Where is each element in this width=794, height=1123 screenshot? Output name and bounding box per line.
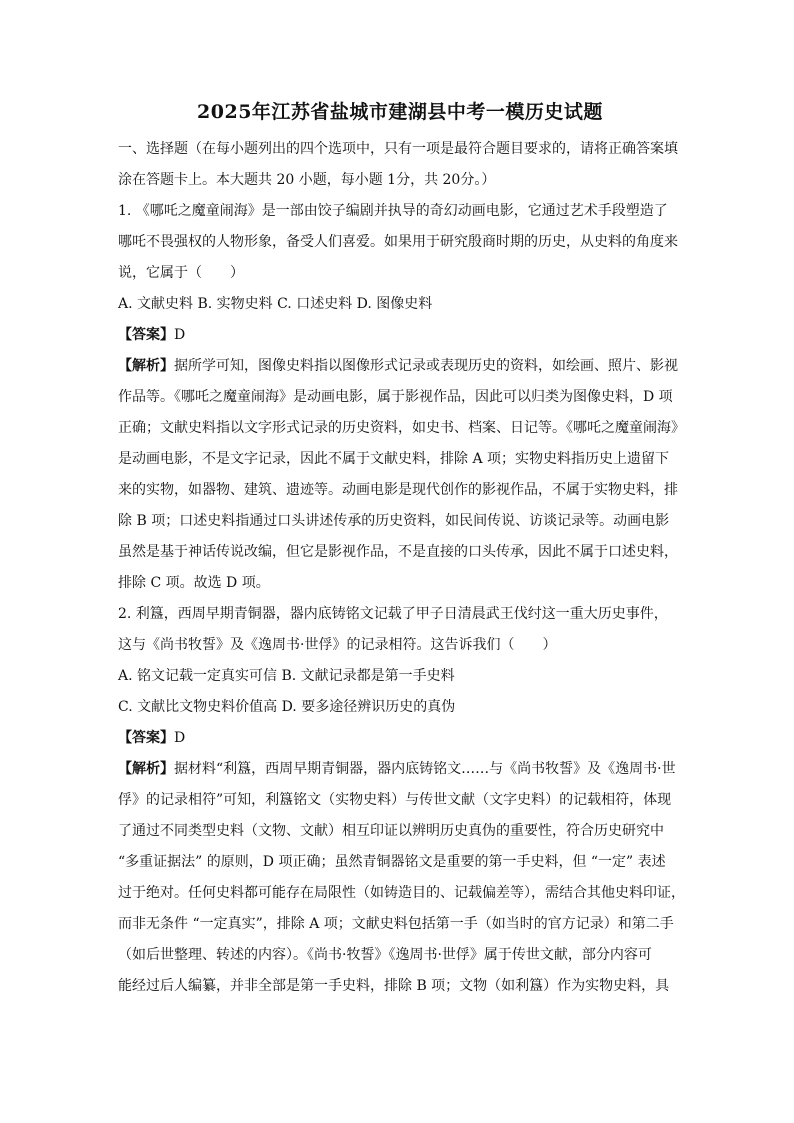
question-1-analysis-line-4: 是动画电影，不是文字记录，因此不属于文献史料，排除 A 项；实物史料指历史上遗留下 bbox=[118, 451, 670, 467]
question-1-answer: 【答案】D bbox=[118, 327, 186, 343]
question-2-analysis-line-7: （如后世整理、转述的内容）。《尚书·牧誓》《逸周书·世俘》属于传世文献，部分内容可 bbox=[118, 947, 652, 963]
section-marker: 【答案】 bbox=[118, 327, 174, 343]
question-2-analysis-line-2: 俘》的记录相符”可知，利簋铭文（实物史料）与传世文献（文字史料）的记载相符，体现 bbox=[118, 792, 672, 808]
section-marker: 【解析】 bbox=[118, 358, 174, 374]
question-1-stem-line-3: 说，它属于（ ） bbox=[118, 265, 244, 281]
question-1-analysis-line-1: 【解析】据所学可知，图像史料指以图像形式记录或表现历史的资料，如绘画、照片、影视 bbox=[118, 358, 678, 374]
question-2-options-row-1: A. 铭文记载一定真实可信 B. 文献记录都是第一手史料 bbox=[118, 668, 455, 684]
question-1-stem-line-2: 哪吒不畏强权的人物形象，备受人们喜爱。如果用于研究殷商时期的历史，从史料的角度来 bbox=[118, 234, 678, 250]
question-1-stem-line-1: 1. 《哪吒之魔童闹海》是一部由饺子编剧并执导的奇幻动画电影，它通过艺术手段塑造了 bbox=[118, 203, 668, 219]
question-2-analysis-line-8: 能经过后人编纂，并非全部是第一手史料，排除 B 项；文物（如利簋）作为实物史料，具 bbox=[118, 978, 670, 994]
question-1-analysis-line-8: 排除 C 项。故选 D 项。 bbox=[118, 575, 270, 591]
section-heading-line-2: 涂在答题卡上。本大题共 20 小题，每小题 1分，共 20分。） bbox=[118, 172, 496, 188]
section-marker: 【答案】 bbox=[118, 730, 174, 746]
question-2-analysis-line-4: “多重证据法” 的原则，D 项正确；虽然青铜器铭文是重要的第一手史料，但 “一定” 表述 bbox=[118, 854, 666, 870]
section-marker: 【解析】 bbox=[118, 761, 174, 777]
question-2-answer: 【答案】D bbox=[118, 730, 186, 746]
question-2-stem-line-2: 这与《尚书牧誓》及《逸周书·世俘》的记录相符。这告诉我们（ ） bbox=[118, 637, 557, 653]
question-1-analysis-line-7: 虽然是基于神话传说改编，但它是影视作品，不是直接的口头传承，因此不属于口述史料， bbox=[118, 544, 678, 560]
section-heading-line-1: 一、选择题（在每小题列出的四个选项中，只有一项是最符合题目要求的，请将正确答案填 bbox=[118, 141, 678, 157]
question-2-analysis-line-5: 过于绝对。任何史料都可能存在局限性（如铸造目的、记载偏差等），需结合其他史料印证， bbox=[118, 885, 685, 901]
document-body bbox=[118, 134, 685, 1002]
question-2-stem-line-1: 2. 利簋，西周早期青铜器，器内底铸铭文记载了甲子日清晨武王伐纣这一重大历史事件， bbox=[118, 606, 668, 622]
question-1-analysis-line-5: 来的实物，如器物、建筑、遗迹等。动画电影是现代创作的影视作品，不属于实物史料，排 bbox=[118, 482, 678, 498]
question-1-analysis-line-6: 除 B 项；口述史料指通过口头讲述传承的历史资料，如民间传说、访谈记录等。动画电影 bbox=[118, 513, 670, 529]
question-1-analysis-line-3: 正确；文献史料指以文字形式记录的历史资料，如史书、档案、日记等。《哪吒之魔童闹海》 bbox=[118, 420, 685, 436]
document-title: 2025年江苏省盐城市建湖县中考一模历史试题 bbox=[197, 101, 603, 123]
question-2-options-row-2: C. 文献比文物史料价值高 D. 要多途径辨识历史的真伪 bbox=[118, 699, 456, 715]
question-2-analysis-line-1: 【解析】据材料“利簋，西周早期青铜器，器内底铸铭文……与《尚书牧誓》及《逸周书·世 bbox=[118, 761, 676, 777]
question-2-analysis-line-6: 而非无条件 “一定真实”，排除 A 项；文献史料包括第一手（如当时的官方记录）和第二手 bbox=[118, 916, 674, 932]
question-2-analysis-line-3: 了通过不同类型史料（文物、文献）相互印证以辨明历史真伪的重要性，符合历史研究中 bbox=[118, 823, 664, 839]
question-1-options: A. 文献史料 B. 实物史料 C. 口述史料 D. 图像史料 bbox=[118, 296, 433, 312]
question-1-analysis-line-2: 作品等。《哪吒之魔童闹海》是动画电影，属于影视作品，因此可以归类为图像史料，D 项 bbox=[118, 389, 673, 405]
